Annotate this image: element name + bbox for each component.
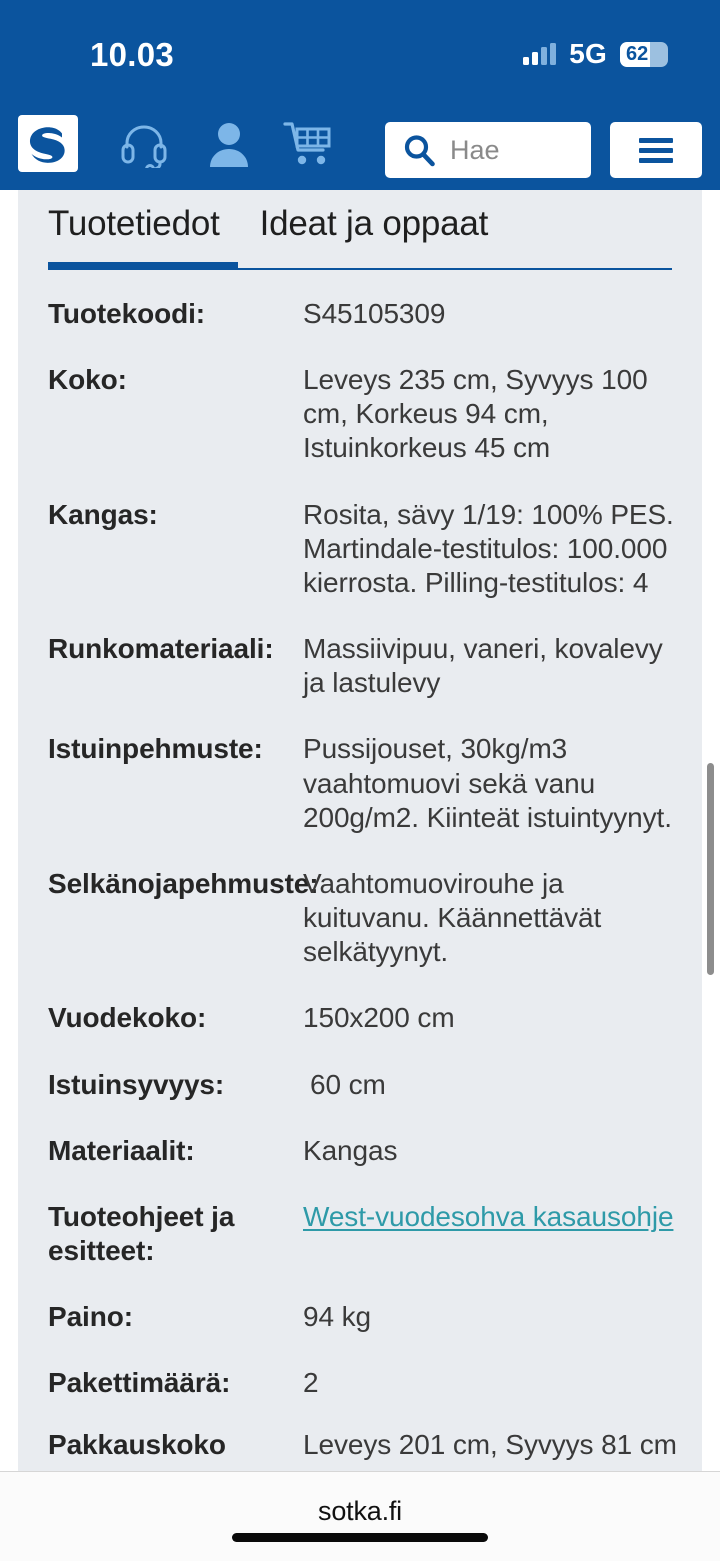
home-indicator [232, 1533, 488, 1542]
spec-row [18, 732, 702, 834]
spec-value: 94 kg [303, 1301, 371, 1333]
sotka-logo[interactable] [18, 115, 78, 172]
spec-value: 150x200 cm [303, 1002, 455, 1034]
spec-label: Istuinpehmuste: [48, 733, 263, 765]
shopping-cart-icon[interactable] [283, 118, 335, 170]
account-person-icon[interactable] [203, 118, 255, 170]
spec-label: Pakettimäärä: [48, 1367, 231, 1399]
spec-row [18, 1366, 702, 1400]
spec-value: S45105309 [303, 298, 446, 329]
spec-list [18, 297, 702, 1463]
tab-tuotetiedot[interactable]: Tuotetiedot [48, 204, 220, 243]
spec-label: Koko: [48, 364, 127, 396]
network-type-label: 5G [569, 38, 607, 69]
vertical-scrollbar[interactable] [707, 763, 714, 975]
tab-underline-active [48, 262, 238, 270]
spec-label: Istuinsyvyys: [48, 1068, 225, 1100]
battery-percent: 62 [626, 42, 649, 65]
status-bar [0, 0, 720, 96]
spec-row [18, 498, 702, 600]
spec-value: Kangas [303, 1134, 398, 1166]
search-icon [402, 133, 436, 167]
browser-bottom-bar [0, 1471, 720, 1561]
spec-row [18, 1001, 702, 1035]
spec-value: Pussijouset, 30kg/m3 vaahtomuovi sekä vanu 200g/m2. Kiinteät istuintyynyt. [303, 733, 672, 833]
battery-icon [620, 42, 668, 67]
spec-value: Vaahtomuovirouhe ja kuituvanu. Käännettävät selkätyynyt. [303, 867, 602, 968]
tab-underline [48, 262, 672, 270]
spec-value: Rosita, sävy 1/19: 100% PES. Martindale-testitulos: 100.000 kierrosta. Pilling-testitulos: 4 [303, 498, 674, 598]
spec-value: Massiivipuu, vaneri, kovalevy ja lastulevy [303, 633, 663, 699]
tab-bar [48, 204, 488, 244]
spec-value: 60 cm [310, 1068, 386, 1100]
spec-row [18, 1200, 702, 1268]
status-time: 10.03 [90, 36, 175, 73]
product-info-panel [18, 190, 702, 1471]
spec-label: Vuodekoko: [48, 1002, 207, 1034]
browser-url-label[interactable]: sotka.fi [318, 1496, 402, 1526]
spec-label: Pakkauskoko [48, 1429, 226, 1461]
spec-value: Leveys 235 cm, Syvyys 100 cm, Korkeus 94 cm, Istuinkorkeus 45 cm [303, 364, 648, 464]
spec-label: Materiaalit: [48, 1134, 195, 1166]
spec-value: Leveys 201 cm, Syvyys 81 cm [303, 1429, 677, 1461]
status-indicators [523, 36, 668, 72]
hamburger-menu-icon [639, 133, 673, 168]
spec-label: Paino: [48, 1301, 133, 1333]
search-box[interactable] [385, 122, 591, 178]
spec-value[interactable] [303, 1200, 702, 1234]
cellular-signal-icon [523, 43, 556, 65]
product-guide-link[interactable]: West-vuodesohva kasausohje [303, 1200, 674, 1232]
spec-row [18, 1428, 702, 1462]
spec-row [18, 632, 702, 700]
spec-row [18, 1300, 702, 1334]
hamburger-menu-button[interactable] [610, 122, 702, 178]
spec-row [18, 1068, 702, 1102]
spec-row [18, 1134, 702, 1168]
spec-label: Tuoteohjeet ja esitteet: [48, 1200, 235, 1266]
spec-row [18, 297, 702, 331]
spec-label: Selkänojapehmuste: [48, 867, 319, 899]
page-body [0, 190, 720, 1471]
spec-row [18, 867, 702, 969]
spec-label: Runkomateriaali: [48, 633, 274, 665]
spec-row [18, 363, 702, 465]
search-input[interactable] [450, 135, 570, 166]
spec-label: Kangas: [48, 498, 158, 530]
support-headset-icon[interactable] [118, 118, 170, 170]
tab-ideat-ja-oppaat[interactable]: Ideat ja oppaat [259, 204, 489, 243]
spec-label: Tuotekoodi: [48, 298, 206, 329]
spec-value: 2 [303, 1367, 319, 1399]
